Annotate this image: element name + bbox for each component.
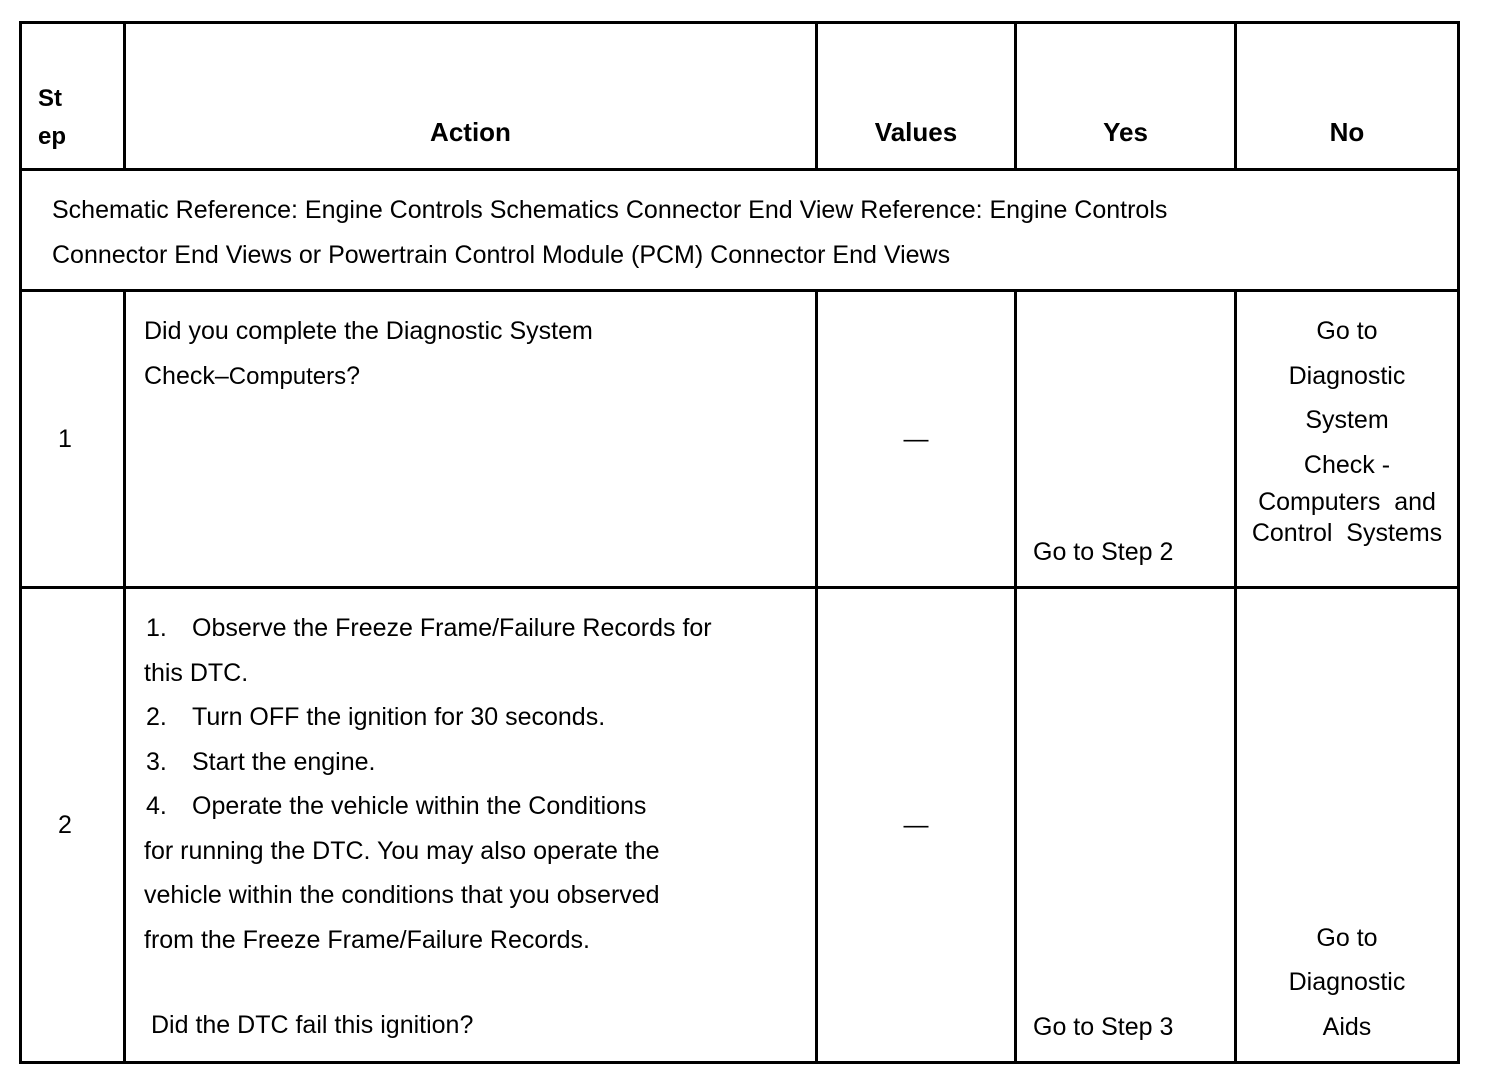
- text-line: Check–Computers?: [144, 361, 361, 390]
- text-line: Schematic Reference: Engine Controls Schematics Connector End View Reference: Engine Controls: [52, 196, 1168, 224]
- action-item: 1. Observe the Freeze Frame/Failure Records for: [144, 606, 805, 651]
- text-line: St: [38, 85, 62, 112]
- header-no: No: [1236, 23, 1459, 170]
- action-item: 4. Operate the vehicle within the Conditions: [144, 784, 805, 829]
- header-values: Values: [817, 23, 1016, 170]
- text-line: 3.: [146, 747, 167, 776]
- text-line: Check -: [1303, 450, 1391, 479]
- text-line: Did you complete the Diagnostic System: [144, 317, 593, 345]
- text-line: Connector End Views or Powertrain Control Module (PCM) Connector End Views: [52, 240, 951, 269]
- action-item: 2. Turn OFF the ignition for 30 seconds.: [144, 695, 805, 740]
- action-question: Did the DTC fail this ignition?: [151, 1011, 474, 1039]
- diagnostic-table: [19, 21, 1460, 1064]
- action-item: for running the DTC. You may also operate the: [144, 836, 660, 865]
- action-item: from the Freeze Frame/Failure Records.: [144, 925, 590, 954]
- no-cell: [1236, 588, 1459, 1063]
- values-cell: —: [817, 588, 1016, 1063]
- text-line: 4.: [146, 792, 167, 820]
- table-row: [21, 588, 1459, 1063]
- values-cell: —: [817, 291, 1016, 588]
- text-line: ep: [38, 123, 67, 150]
- action-item: this DTC.: [144, 658, 249, 687]
- yes-cell: Go to Step 3: [1016, 588, 1236, 1063]
- text-line: Diagnostic: [1288, 968, 1406, 996]
- action-item: vehicle within the conditions that you observed: [144, 881, 660, 909]
- text-line: Control Systems: [1251, 519, 1443, 547]
- action-item: 3. Start the engine.: [144, 740, 805, 785]
- text-line: 1.: [146, 614, 167, 642]
- step-number: 2: [21, 588, 125, 1063]
- action-cell: [125, 291, 817, 588]
- text-line: 2.: [146, 703, 167, 731]
- header-row: [21, 23, 1459, 170]
- table-row: [21, 291, 1459, 588]
- text-line: System: [1305, 406, 1389, 434]
- schematic-reference: [21, 170, 1459, 291]
- yes-cell: Go to Step 2: [1016, 291, 1236, 588]
- text-line: Go to: [1316, 317, 1378, 345]
- no-cell: [1236, 291, 1459, 588]
- action-cell: [125, 588, 817, 1063]
- header-action: Action: [125, 23, 817, 170]
- schematic-reference-row: [21, 170, 1459, 291]
- text-line: Computers and: [1258, 488, 1436, 516]
- header-step: [21, 23, 125, 170]
- text-line: [144, 962, 805, 1003]
- text-line: Diagnostic: [1288, 361, 1406, 390]
- step-number: 1: [21, 291, 125, 588]
- header-yes: Yes: [1016, 23, 1236, 170]
- text-line: Go to: [1316, 923, 1378, 952]
- text-line: Aids: [1322, 1012, 1372, 1041]
